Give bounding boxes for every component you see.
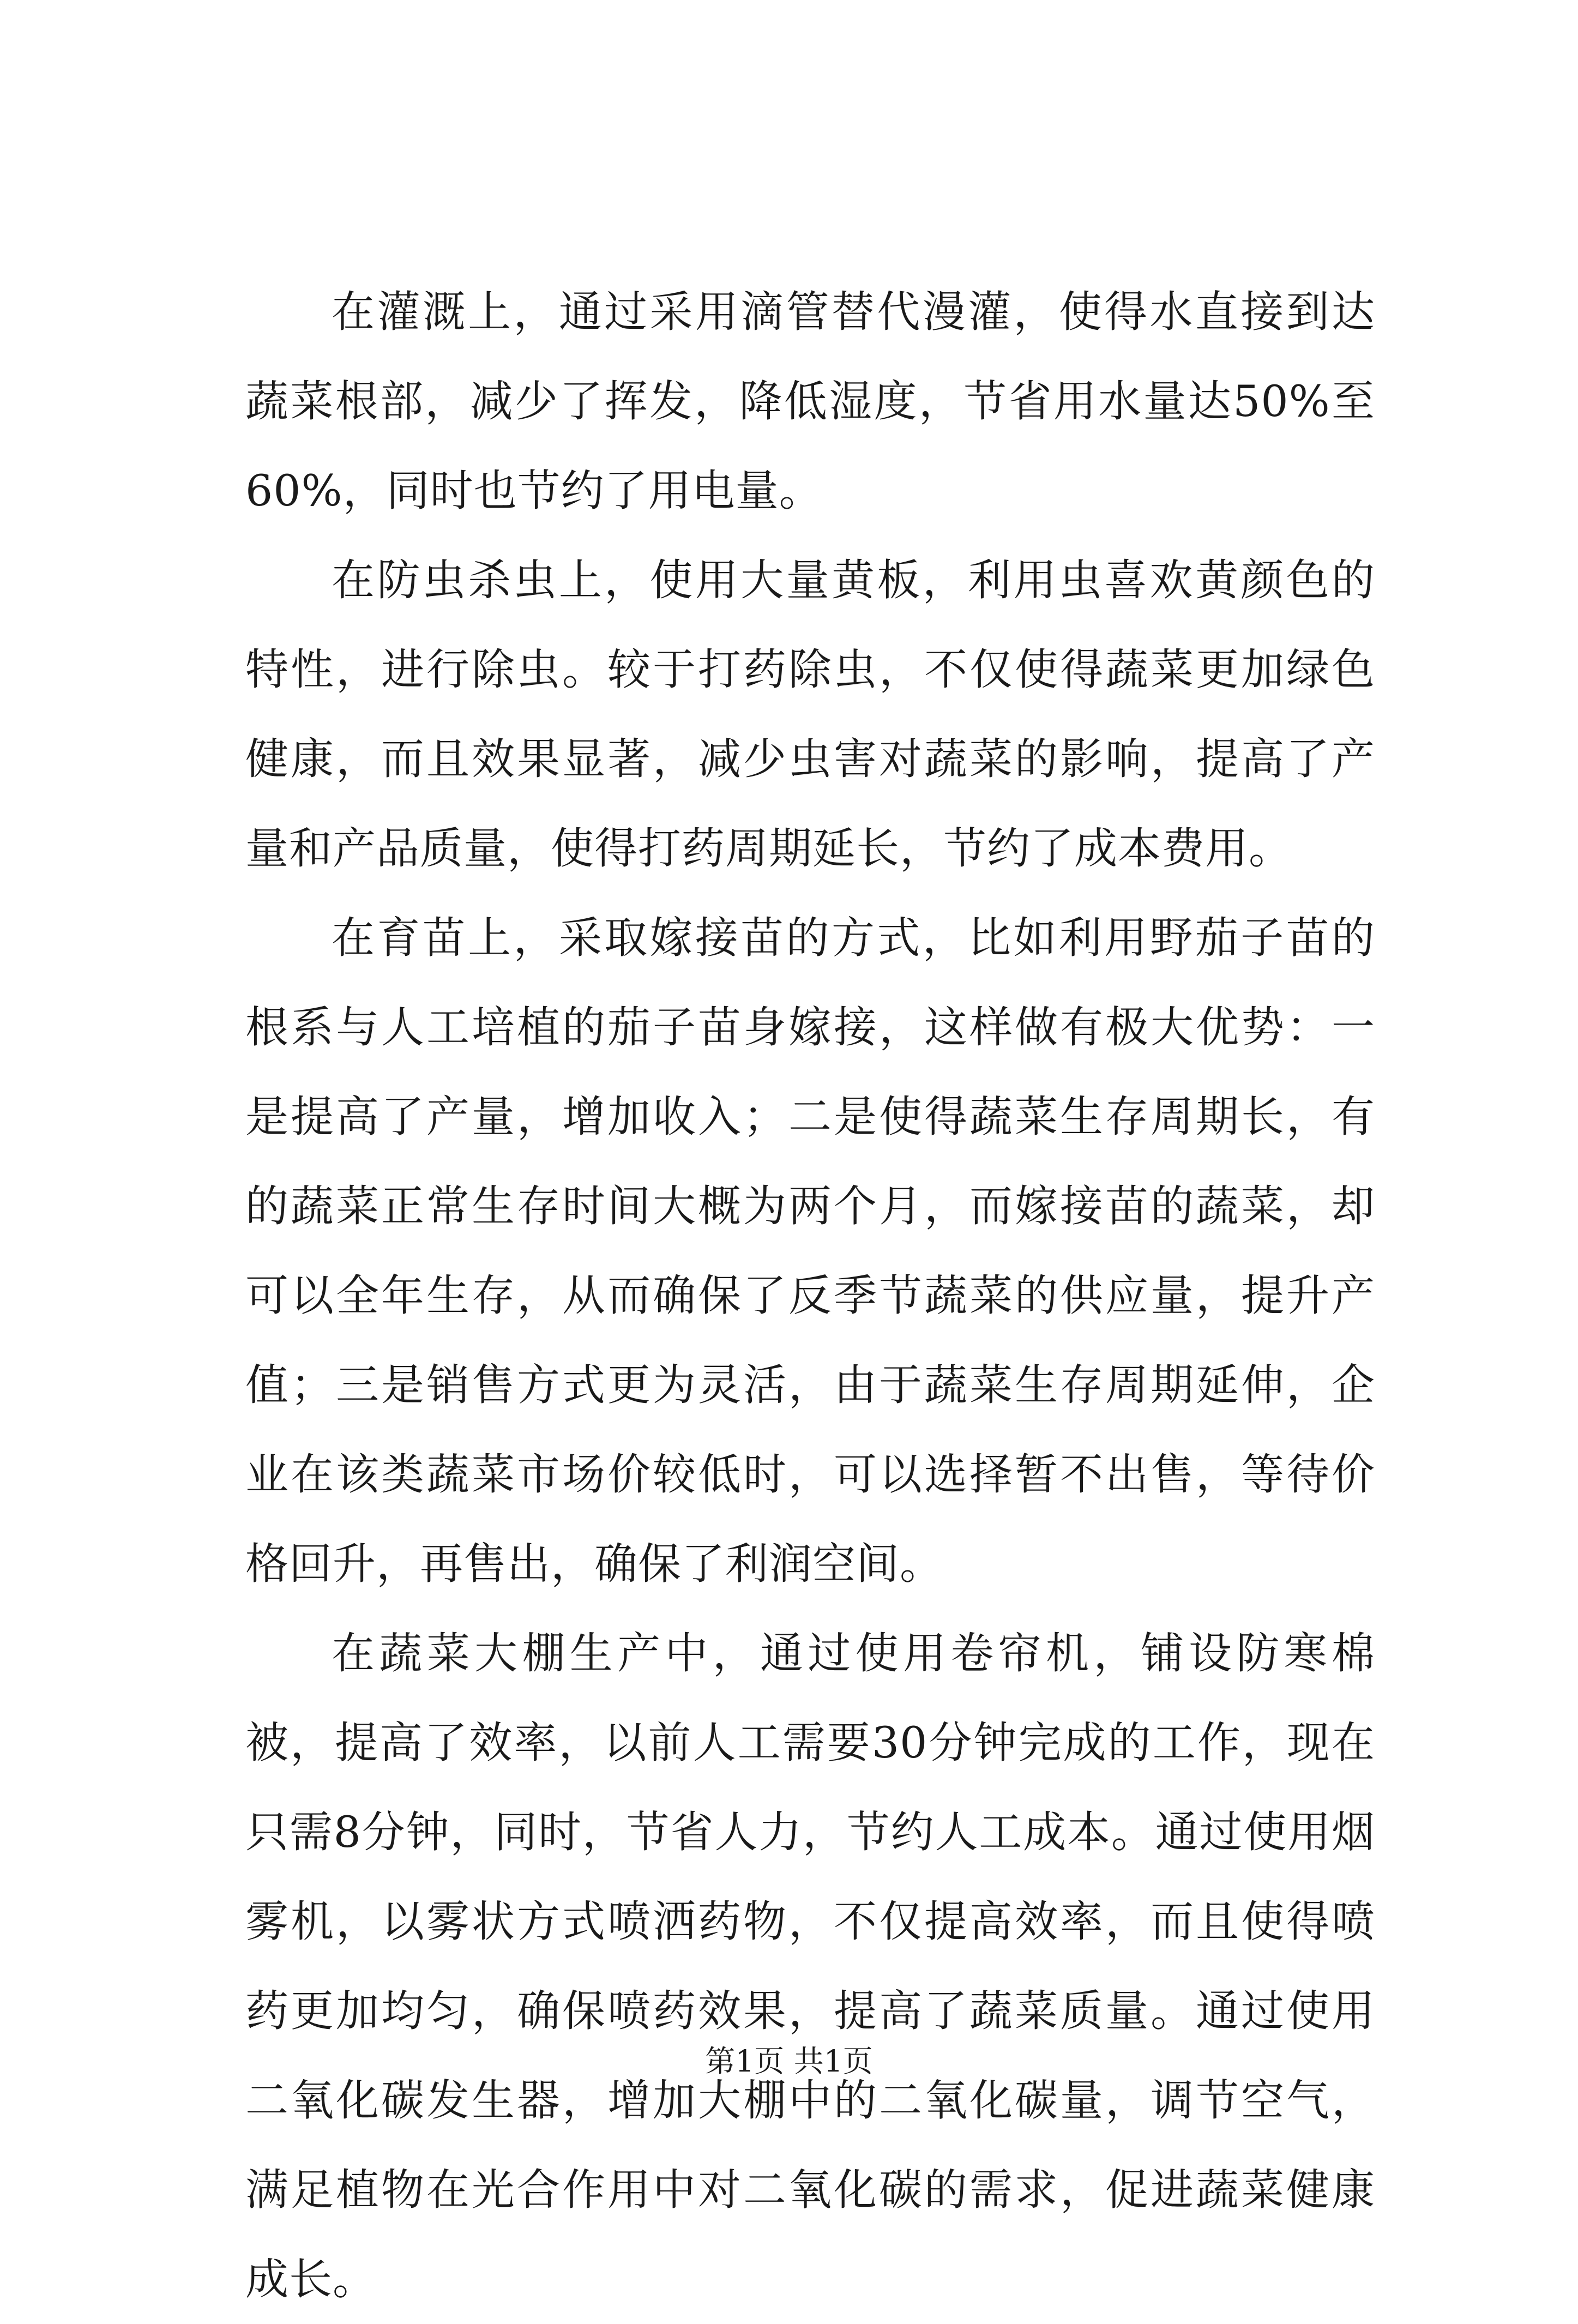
paragraph-pest-control: 在防虫杀虫上，使用大量黄板，利用虫喜欢黄颜色的特性，进行除虫。较于打药除虫，不仅使得蔬菜更加绿色健康，而且效果显著，减少虫害对蔬菜的影响，提高了产量和产品质量，使得打药周期延长，节约了成本费用。 [245,555,1375,874]
paragraph-seedling-grafting: 在育苗上，采取嫁接苗的方式，比如利用野茄子苗的根系与人工培植的茄子苗身嫁接，这样做有极大优势：一是提高了产量，增加收入；二是使得蔬菜生存周期长，有的蔬菜正常生存时间大概为两个月，而嫁接苗的蔬菜，却可以全年生存，从而确保了反季节蔬菜的供应量，提升产值；三是销售方式更为灵活，由于蔬菜生存周期延伸，企业在该类蔬菜市场价较低时，可以选择暂不出售，等待价格回升，再售出，确保了利润空间。 [245,913,1375,1589]
document-body [245,267,1375,2324]
paragraph-greenhouse-production: 在蔬菜大棚生产中，通过使用卷帘机，铺设防寒棉被，提高了效率，以前人工需要30分钟完成的工作，现在只需8分钟，同时，节省人力，节约人工成本。通过使用烟雾机，以雾状方式喷洒药物，不仅提高效率，而且使得喷药更加均匀，确保喷药效果，提高了蔬菜质量。通过使用二氧化碳发生器，增加大棚中的二氧化碳量，调节空气，满足植物在光合作用中对二氧化碳的需求，促进蔬菜健康成长。 [245,1628,1375,2304]
page-number-footer: 第1页 共1页 [705,2044,873,2079]
paragraph-irrigation: 在灌溉上，通过采用滴管替代漫灌，使得水直接到达蔬菜根部，减少了挥发，降低湿度，节省用水量达50%至60%，同时也节约了用电量。 [245,287,1375,516]
